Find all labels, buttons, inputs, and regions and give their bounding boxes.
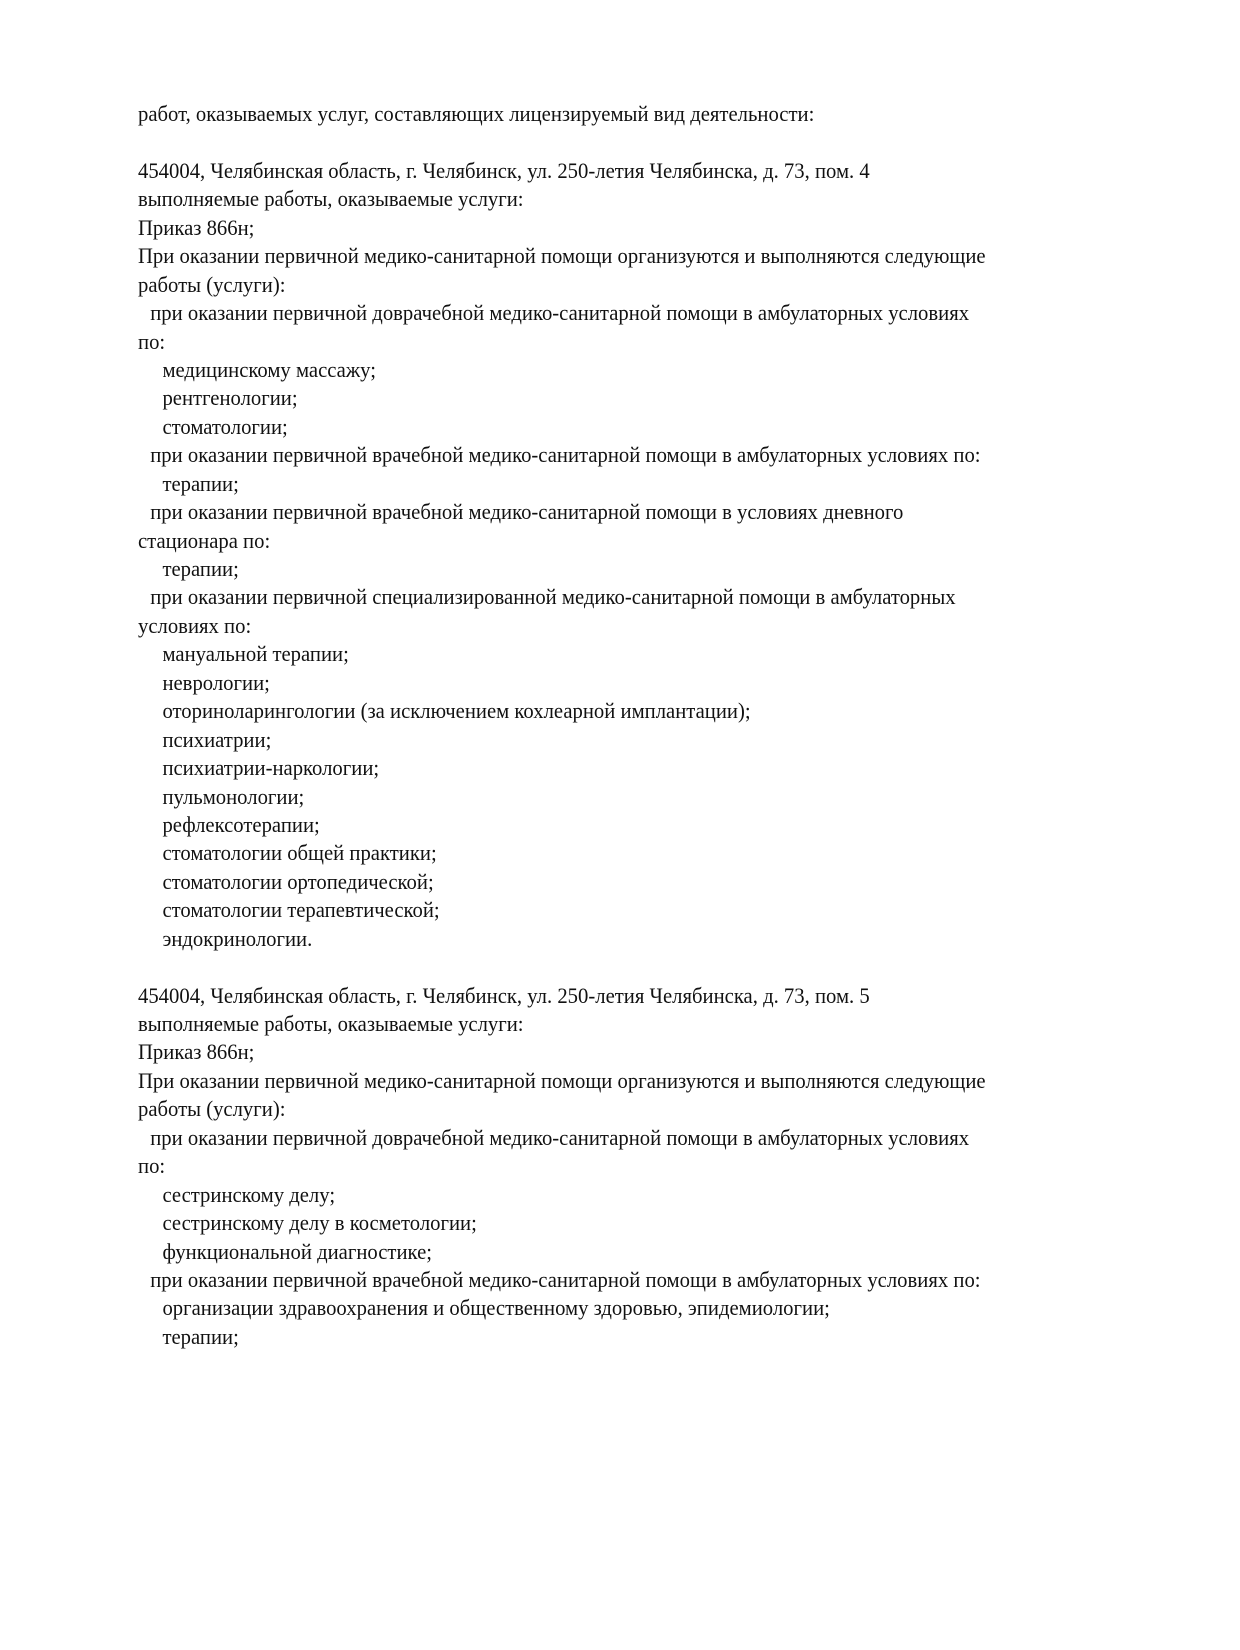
service-item: терапии; xyxy=(162,470,239,496)
service-item: организации здравоохранения и общественному здоровью, эпидемиологии; xyxy=(162,1295,830,1321)
service-item: сестринскому делу; xyxy=(162,1181,336,1207)
service-item: рефлексотерапии; xyxy=(162,811,320,837)
service-item: стоматологии общей практики; xyxy=(162,840,437,866)
service-item: стоматологии терапевтической; xyxy=(162,897,440,923)
service-item: мануальной терапии; xyxy=(162,641,349,667)
services-label: выполняемые работы, оказываемые услуги: xyxy=(138,1011,524,1036)
group-heading-cont: условиях по: xyxy=(138,612,252,638)
group-heading-cont: по: xyxy=(138,1153,166,1179)
services-label: выполняемые работы, оказываемые услуги: xyxy=(138,186,524,212)
group-heading: при оказании первичной доврачебной медико-санитарной помощи в амбулаторных условиях xyxy=(150,1124,970,1150)
service-item: эндокринологии. xyxy=(162,925,313,951)
group-heading: при оказании первичной врачебной медико-санитарной помощи в условиях дневного xyxy=(150,499,904,525)
address: 454004, Челябинская область, г. Челябинск, ул. 250-летия Челябинска, д. 73, пом. 4 xyxy=(138,157,870,183)
service-item: стоматологии ортопедической; xyxy=(162,868,434,894)
service-item: терапии; xyxy=(162,1323,239,1349)
service-item: неврологии; xyxy=(162,669,270,695)
document-page xyxy=(138,100,1117,1351)
section-premises-4 xyxy=(138,157,1117,953)
service-item: психиатрии-наркологии; xyxy=(162,755,380,781)
service-item: терапии; xyxy=(162,556,239,581)
service-item: рентгенологии; xyxy=(162,385,298,411)
spacer xyxy=(138,953,1117,981)
group-heading-cont: по: xyxy=(138,328,166,354)
group-heading: при оказании первичной врачебной медико-санитарной помощи в амбулаторных условиях по: xyxy=(150,442,981,468)
service-item: медицинскому массажу; xyxy=(162,356,376,382)
address: 454004, Челябинская область, г. Челябинск, ул. 250-летия Челябинска, д. 73, пом. 5 xyxy=(138,982,870,1008)
general-statement-cont: работы (услуги): xyxy=(138,271,286,297)
group-heading-cont: стационара по: xyxy=(138,527,271,553)
group-heading: при оказании первичной специализированной медико-санитарной помощи в амбулаторных xyxy=(150,584,956,610)
order-reference: Приказ 866н; xyxy=(138,214,255,240)
group-heading: при оказании первичной врачебной медико-санитарной помощи в амбулаторных условиях по: xyxy=(150,1266,981,1292)
general-statement: При оказании первичной медико-санитарной помощи организуются и выполняются следующие xyxy=(138,243,986,269)
group-heading: при оказании первичной доврачебной медико-санитарной помощи в амбулаторных условиях xyxy=(150,300,970,326)
section-premises-5 xyxy=(138,982,1117,1352)
service-item: пульмонологии; xyxy=(162,783,305,809)
service-item: сестринскому делу в косметологии; xyxy=(162,1210,477,1236)
general-statement: При оказании первичной медико-санитарной помощи организуются и выполняются следующие xyxy=(138,1067,986,1093)
service-item: оториноларингологии (за исключением кохлеарной имплантации); xyxy=(162,698,751,724)
service-item: функциональной диагностике; xyxy=(162,1238,432,1264)
service-item: стоматологии; xyxy=(162,413,288,439)
spacer xyxy=(138,128,1117,156)
general-statement-cont: работы (услуги): xyxy=(138,1096,286,1122)
order-reference: Приказ 866н; xyxy=(138,1039,255,1065)
service-item: психиатрии; xyxy=(162,726,272,752)
intro-text: работ, оказываемых услуг, составляющих лицензируемый вид деятельности: xyxy=(138,101,815,126)
